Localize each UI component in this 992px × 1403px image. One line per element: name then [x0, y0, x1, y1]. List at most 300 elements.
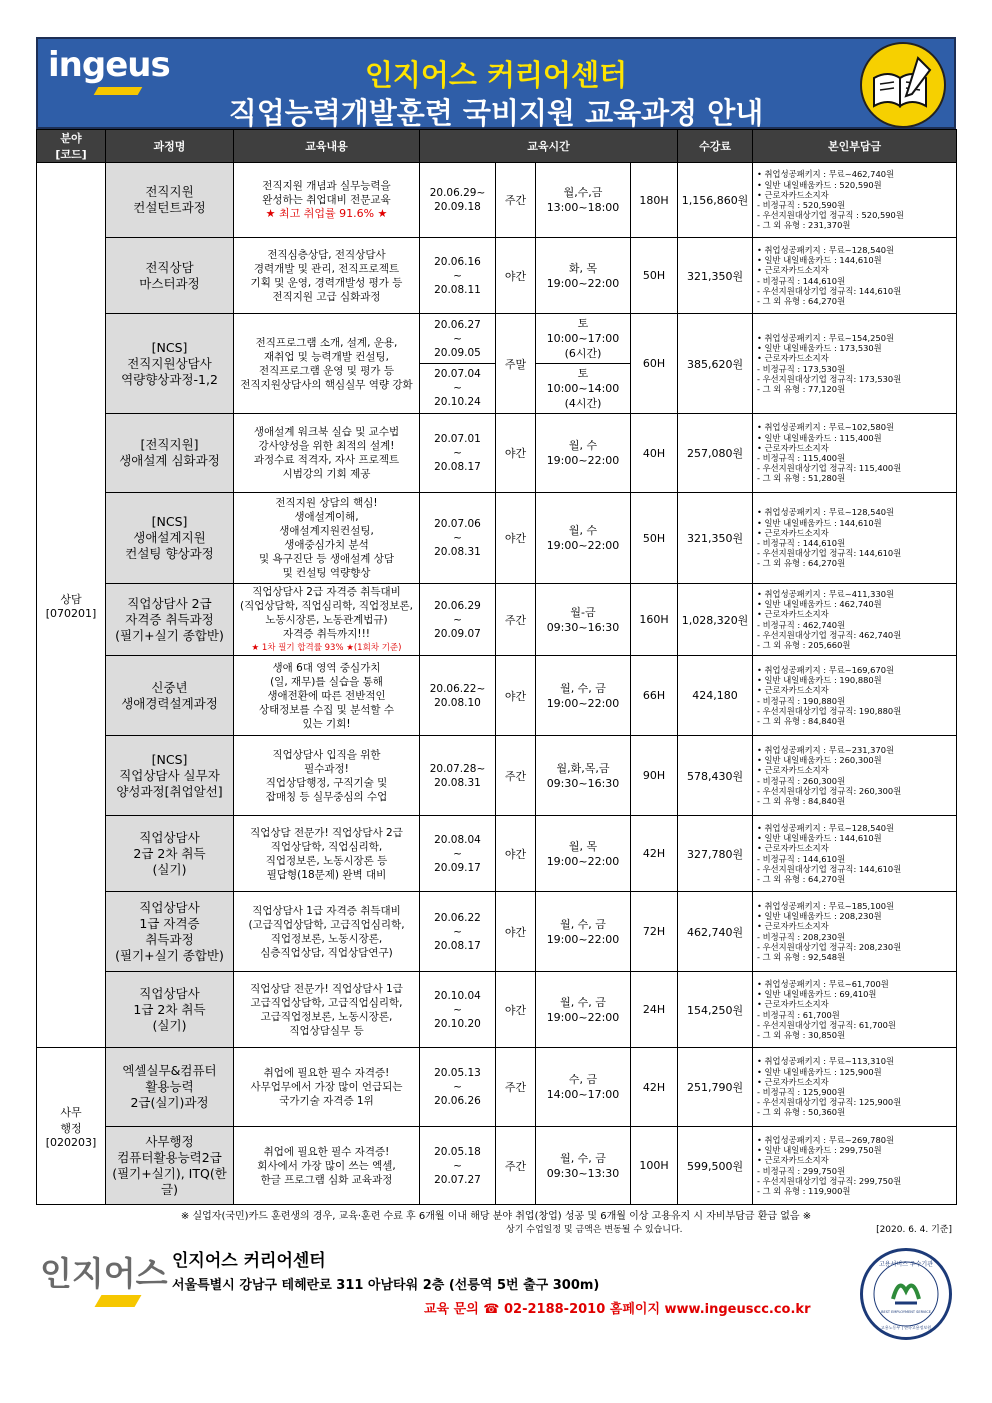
- text-line: 20.08.17: [434, 461, 481, 473]
- text-line: • 일반 내일배움카드 : 299,750원: [757, 1145, 882, 1156]
- category-name-2: 행정: [60, 1121, 82, 1135]
- text-line: • 일반 내일배움카드 : 462,740원: [757, 599, 882, 610]
- course-name: [106, 972, 234, 1048]
- text-line: • 취업성공패키지 : 무료~128,540원: [757, 507, 895, 518]
- text-line: - 그 외 유형 : 84,840원: [757, 715, 846, 726]
- category-name: 상담: [60, 592, 82, 606]
- text-line: 생애설계지원: [133, 530, 206, 545]
- course-row: [37, 656, 957, 736]
- text-line: 컴퓨터활용능력2급: [117, 1149, 222, 1165]
- text-line: 직업상담사 2급 자격증 취득대비: [252, 585, 401, 598]
- text-line: ~: [453, 1081, 462, 1093]
- text-line: • 근로자카드소지자: [757, 189, 829, 200]
- text-line: - 그 외 유형 : 64,270원: [757, 295, 846, 306]
- shift: 야간: [496, 493, 536, 584]
- text-line: 19:00~22:00: [546, 854, 620, 868]
- course-content: [234, 892, 420, 972]
- header-fee: 수강료: [678, 130, 753, 163]
- text-line: - 우선지원대상기업 정규직: 260,300원: [757, 785, 902, 796]
- text-line: ~: [453, 447, 462, 459]
- text-line: 노동시장론, 노동관계법규): [265, 613, 388, 626]
- course-name: [106, 238, 234, 314]
- text-line: ~: [453, 532, 462, 544]
- text-line: 전직프로그램 운영 및 평가 등: [258, 364, 395, 377]
- banner: [36, 37, 956, 129]
- course-name: [106, 1048, 234, 1127]
- course-days: [536, 892, 631, 972]
- text-line: • 취업성공패키지 : 무료~154,250원: [757, 332, 895, 343]
- days-session-1: [536, 314, 630, 364]
- shift: 주간: [496, 584, 536, 656]
- course-dates: [420, 816, 496, 892]
- text-line: • 취업성공패키지 : 무료~128,540원: [757, 822, 895, 833]
- text-line: 20.08.10: [434, 696, 481, 709]
- text-line: • 취업성공패키지 : 무료~462,740원: [757, 169, 895, 180]
- text-line: - 우선지원대상기업 정규직: 125,900원: [757, 1097, 902, 1108]
- text-line: 및 욕구진단 등 생애설계 상담: [258, 553, 395, 565]
- text-line: - 우선지원대상기업 정규직 : 520,590원: [757, 210, 904, 221]
- text-line: - 그 외 유형 : 51,280원: [757, 473, 846, 484]
- course-content: [234, 493, 420, 584]
- text-line: - 비정규직 : 190,880원: [757, 695, 846, 706]
- text-line: - 비정규직 : 115,400원: [757, 453, 846, 463]
- copay-list: [753, 972, 957, 1048]
- text-line: 20.06.16: [434, 255, 481, 268]
- text-line: 20.10.04: [434, 989, 481, 1002]
- category-name: 사무: [60, 1105, 82, 1119]
- text-line: • 취업성공패키지 : 무료~61,700원: [757, 978, 889, 989]
- course-fee: 599,500원: [678, 1127, 753, 1205]
- copay-list: [753, 238, 957, 314]
- text-line: 생애설계 워크북 실습 및 교수법: [253, 426, 400, 438]
- course-dates: [420, 163, 496, 238]
- text-line: 19:00~22:00: [546, 539, 620, 552]
- copay-list: [753, 1127, 957, 1205]
- course-content: [234, 816, 420, 892]
- text-line: 필답형(18문제) 완벽 대비: [266, 868, 387, 881]
- course-days: [536, 414, 631, 493]
- text-line: • 근로자카드소지자: [757, 265, 829, 276]
- course-dates: [420, 493, 496, 584]
- text-line: 직업상담사 입직을 위한: [272, 748, 381, 761]
- text-line: 20.08.04: [434, 833, 481, 846]
- text-line: - 우선지원대상기업 정규직: 144,610원: [757, 548, 902, 559]
- text-line: [NCS]: [151, 514, 188, 529]
- copay-list: [753, 736, 957, 816]
- course-dates: [420, 1048, 496, 1127]
- text-line: - 그 외 유형 : 119,900원: [757, 1185, 851, 1196]
- text-line: • 근로자카드소지자: [757, 999, 829, 1010]
- text-line: - 그 외 유형 : 92,548원: [757, 951, 846, 962]
- text-line: - 비정규직 : 173,530원: [757, 363, 846, 374]
- text-line: - 우선지원대상기업 정규직: 115,400원: [757, 463, 902, 474]
- text-line: 19:00~22:00: [546, 932, 620, 946]
- seal-bottom-text: 고용노동부 | 한국고용정보원: [880, 1325, 932, 1330]
- header-course: 과정명: [106, 130, 234, 163]
- text-line: 수, 금: [568, 1073, 598, 1086]
- text-line: - 우선지원대상기업 정규직: 190,880원: [757, 705, 902, 716]
- text-line: • 근로자카드소지자: [757, 685, 829, 696]
- text-line: 재취업 및 능력개발 컨설팅,: [264, 350, 389, 363]
- text-line: 20.09.17: [434, 861, 481, 874]
- text-line: 자격증 취득까지!!!: [283, 627, 370, 640]
- course-dates: [420, 414, 496, 493]
- copay-list: [753, 493, 957, 584]
- text-line: 취업에 필요한 필수 자격증!: [263, 1145, 390, 1158]
- course-days: [536, 238, 631, 314]
- text-line: • 취업성공패키지 : 무료~411,330원: [757, 588, 895, 599]
- text-line: 경력개발 및 관리, 전직프로젝트: [253, 262, 400, 275]
- text-line: (일, 재무)를 실습을 통해: [270, 675, 383, 688]
- dates-session-2: [420, 364, 495, 412]
- text-line: (실기): [152, 1017, 187, 1033]
- text-line: (6시간): [564, 347, 602, 360]
- text-line: • 일반 내일배움카드 : 115,400원: [757, 432, 882, 443]
- text-line: - 그 외 유형 : 64,270원: [757, 873, 846, 884]
- highlight-text: ★ 최고 취업률 91.6% ★: [265, 207, 388, 220]
- title-line2: 직업능력개발훈련 국비지원 교육과정 안내: [228, 96, 764, 130]
- course-dates: [420, 972, 496, 1048]
- days-session-2: [536, 364, 630, 413]
- text-line: 잡매칭 등 실무중심의 수업: [265, 790, 388, 803]
- text-line: - 우선지원대상기업 정규직: 173,530원: [757, 373, 902, 384]
- category-cell: [37, 1048, 106, 1205]
- text-line: 월, 수, 금: [560, 995, 606, 1009]
- text-line: ~: [453, 333, 462, 345]
- course-days: [536, 656, 631, 736]
- text-line: 20.09.18: [434, 201, 481, 213]
- header-time: 교육시간: [420, 130, 678, 163]
- course-name: [106, 736, 234, 816]
- text-line: - 우선지원대상기업 정규직: 61,700원: [757, 1019, 896, 1030]
- text-line: - 비정규직 : 462,740원: [757, 619, 846, 630]
- course-row: [37, 736, 957, 816]
- text-line: 취업에 필요한 필수 자격증!: [263, 1067, 390, 1079]
- text-line: 20.09.05: [434, 347, 481, 359]
- text-line: 직업정보론, 노동시장론,: [270, 932, 383, 945]
- course-dates: [420, 892, 496, 972]
- text-line: 컨설턴트과정: [133, 200, 206, 215]
- text-line: • 취업성공패키지 : 무료~128,540원: [757, 244, 895, 255]
- text-line: 전직심층상담, 전직상담사: [267, 248, 386, 261]
- text-line: 전직지원 상담의 핵심!: [275, 497, 378, 509]
- course-row: [37, 493, 957, 584]
- text-line: 취득과정: [145, 931, 194, 947]
- text-line: 화, 목: [568, 261, 598, 275]
- shift: 야간: [496, 414, 536, 493]
- text-line: 직업상담사: [139, 985, 200, 1001]
- shift: 주말: [496, 314, 536, 414]
- text-line: 20.07.28~: [429, 762, 486, 775]
- course-days: [536, 163, 631, 238]
- text-line: ~: [453, 269, 462, 282]
- text-line: - 우선지원대상기업 정규직: 299,750원: [757, 1175, 902, 1186]
- text-line: 20.10.24: [434, 396, 481, 408]
- course-content: [234, 314, 420, 414]
- company-info: [36, 1240, 956, 1370]
- company-address: 서울특별시 강남구 테헤란로 311 아남타워 2층 (선릉역 5번 출구 300m): [172, 1278, 600, 1293]
- shift: 주간: [496, 736, 536, 816]
- table-header-row: [37, 130, 957, 163]
- course-content: [234, 163, 420, 238]
- reference-date: [2020. 6. 4. 기준]: [876, 1225, 952, 1235]
- text-line: 양성과정[취업알선]: [116, 783, 223, 799]
- category-code: [020203]: [45, 1135, 97, 1149]
- text-line: 신중년: [151, 679, 188, 695]
- text-line: 20.08.31: [434, 546, 481, 558]
- best-employment-seal-icon: [860, 1248, 952, 1340]
- course-days: [536, 736, 631, 816]
- text-line: • 근로자카드소지자: [757, 1076, 829, 1087]
- company-logo-tag-icon: [95, 1295, 142, 1307]
- company-logo-text: 인지어스: [40, 1254, 168, 1293]
- text-line: 10:00~14:00: [546, 382, 620, 395]
- text-line: 한글 프로그램 심화 교육과정: [260, 1173, 393, 1186]
- course-dates: [420, 1127, 496, 1205]
- text-line: 20.05.13: [434, 1067, 481, 1079]
- text-line: • 취업성공패키지 : 무료~269,780원: [757, 1134, 895, 1145]
- course-content: [234, 736, 420, 816]
- text-line: 월-금: [570, 605, 596, 619]
- seal-top-text: 고용서비스 우수기관: [878, 1261, 934, 1268]
- text-line: 필수과정!: [304, 762, 349, 775]
- company-name: 인지어스 커리어센터: [172, 1251, 326, 1271]
- text-line: 전직지원 개념과 실무능력을: [262, 180, 391, 192]
- course-days: [536, 493, 631, 584]
- text-line: 고급직업정보론, 노동시장론,: [260, 1010, 393, 1023]
- course-name: [106, 584, 234, 656]
- text-line: 20.09.07: [434, 627, 481, 640]
- text-line: ~: [453, 1003, 462, 1016]
- category-cell: [37, 163, 106, 1048]
- text-line: 2급(실기)과정: [130, 1095, 209, 1110]
- course-fee: 321,350원: [678, 493, 753, 584]
- course-fee: 257,080원: [678, 414, 753, 493]
- text-line: (필기+실기 종합반): [115, 947, 224, 963]
- text-line: • 근로자카드소지자: [757, 442, 829, 453]
- text-line: • 일반 내일배움카드 : 208,230원: [757, 911, 882, 922]
- course-fee: 462,740원: [678, 892, 753, 972]
- text-line: 월, 목: [568, 839, 598, 853]
- text-line: 1급 자격증: [139, 915, 200, 931]
- text-line: - 비정규직 : 144,610원: [757, 538, 846, 548]
- text-line: 컨설팅 향상과정: [125, 546, 214, 561]
- course-name: [106, 1127, 234, 1205]
- text-line: 생애전환에 따른 전반적인: [267, 689, 386, 702]
- text-line: 직업상담사: [139, 899, 200, 915]
- course-row: [37, 163, 957, 238]
- text-line: 토: [577, 367, 589, 380]
- text-line: - 우선지원대상기업 정규직: 462,740원: [757, 629, 902, 640]
- text-line: - 비정규직 : 125,900원: [757, 1087, 846, 1097]
- course-fee: 424,180: [678, 656, 753, 736]
- course-content: [234, 584, 420, 656]
- course-hours: 42H: [631, 816, 678, 892]
- text-line: 강사양성을 위한 최적의 설계!: [258, 440, 395, 452]
- text-line: • 일반 내일배움카드 : 125,900원: [757, 1066, 882, 1077]
- text-line: 생애설계지원컨설팅,: [279, 525, 374, 537]
- title-line1: 인지어스 커리어센터: [364, 58, 628, 92]
- course-table: [36, 129, 957, 1205]
- course-fee: 385,620원: [678, 314, 753, 414]
- text-line: 20.07.06: [434, 518, 481, 530]
- course-hours: 50H: [631, 238, 678, 314]
- text-line: - 우선지원대상기업 정규직: 144,610원: [757, 863, 902, 874]
- text-line: 20.08.31: [434, 776, 481, 789]
- text-line: (필기+실기 종합반): [115, 627, 224, 643]
- book-pencil-icon: [860, 42, 946, 128]
- text-line: 월,화,목,금: [556, 761, 610, 775]
- shift: 주간: [496, 163, 536, 238]
- text-line: ~: [453, 925, 462, 938]
- course-hours: 50H: [631, 493, 678, 584]
- copay-list: [753, 656, 957, 736]
- text-line: 20.06.26: [434, 1095, 481, 1107]
- shift: 야간: [496, 656, 536, 736]
- course-days: [536, 1127, 631, 1205]
- text-line: 생애설계이해,: [294, 511, 359, 523]
- course-hours: 160H: [631, 584, 678, 656]
- text-line: - 그 외 유형 : 64,270원: [757, 558, 846, 569]
- course-dates: [420, 314, 496, 414]
- text-line: - 우선지원대상기업 정규직: 208,230원: [757, 941, 902, 952]
- course-content: [234, 656, 420, 736]
- text-line: 마스터과정: [139, 275, 200, 291]
- text-line: 직업상담사 1급 자격증 취득대비: [252, 904, 401, 917]
- text-line: - 그 외 유형 : 84,840원: [757, 795, 846, 806]
- text-line: 전직지원: [145, 184, 194, 199]
- header-copay: 본인부담금: [753, 130, 957, 163]
- text-line: 상태정보를 수집 및 분석할 수: [258, 703, 395, 716]
- footnote: ※ 실업자(국민)카드 훈련생의 경우, 교육·훈련 수료 후 6개월 이내 해당 분야 취업(창업) 성공 및 6개월 이상 고용유지 시 자비부담금 환급 없음 ※: [180, 1211, 812, 1222]
- text-line: 전직지원 고급 심화과정: [272, 290, 381, 303]
- text-line: ~: [453, 382, 462, 394]
- course-content: [234, 238, 420, 314]
- text-line: 회사에서 가장 많이 쓰는 엑셀,: [257, 1159, 396, 1172]
- text-line: [NCS]: [151, 339, 188, 355]
- text-line: 월, 수: [568, 439, 598, 452]
- course-content: [234, 972, 420, 1048]
- text-line: 20.07.27: [434, 1173, 481, 1186]
- course-fee: 1,156,860원: [678, 163, 753, 238]
- text-line: - 우선지원대상기업 정규직: 144,610원: [757, 285, 902, 296]
- text-line: 과정수료 적격자, 자사 프로젝트: [253, 454, 400, 466]
- course-name: [106, 493, 234, 584]
- shift: 주간: [496, 1048, 536, 1127]
- copay-list: [753, 314, 957, 414]
- text-line: 직업상담 전문가! 직업상담사 1급: [250, 982, 403, 995]
- text-line: 전직지원상담사의 핵심실무 역량 강화: [240, 378, 413, 391]
- text-line: • 근로자카드소지자: [757, 1155, 829, 1166]
- course-dates: [420, 736, 496, 816]
- course-name: [106, 314, 234, 414]
- course-row: [37, 892, 957, 972]
- course-name: [106, 163, 234, 238]
- logo-text: ingeus: [48, 45, 170, 85]
- course-hours: 40H: [631, 414, 678, 493]
- highlight-text: ★ 1차 필기 합격률 93% ★(1회차 기준): [251, 642, 402, 653]
- text-line: • 근로자카드소지자: [757, 765, 829, 776]
- text-line: 생애중심가치 분석: [284, 539, 369, 551]
- text-line: 월, 수: [568, 524, 598, 537]
- course-hours: 60H: [631, 314, 678, 414]
- text-line: • 근로자카드소지자: [757, 527, 829, 538]
- text-line: (4시간): [564, 397, 602, 410]
- course-fee: 578,430원: [678, 736, 753, 816]
- text-line: • 취업성공패키지 : 무료~231,370원: [757, 744, 895, 755]
- text-line: - 그 외 유형 : 30,850원: [757, 1029, 846, 1040]
- copay-list: [753, 584, 957, 656]
- text-line: • 근로자카드소지자: [757, 921, 829, 932]
- text-line: [NCS]: [151, 751, 188, 767]
- dates-session-1: [420, 315, 495, 364]
- text-line: • 일반 내일배움카드 : 144,610원: [757, 255, 882, 266]
- text-line: (직업상담학, 직업심리학, 직업정보론,: [240, 599, 413, 612]
- text-line: • 근로자카드소지자: [757, 843, 829, 854]
- text-line: 19:00~22:00: [546, 454, 620, 467]
- text-line: • 근로자카드소지자: [757, 353, 829, 364]
- course-content: [234, 1048, 420, 1127]
- course-name: [106, 816, 234, 892]
- course-row: [37, 314, 957, 414]
- text-line: - 비정규직 : 144,610원: [757, 275, 846, 286]
- text-line: • 일반 내일배움카드 : 144,610원: [757, 833, 882, 844]
- text-line: 월, 수, 금: [560, 681, 606, 695]
- text-line: 월, 수, 금: [560, 917, 606, 931]
- text-line: • 취업성공패키지 : 무료~169,670원: [757, 664, 895, 675]
- text-line: 전직상담: [145, 259, 194, 275]
- course-dates: [420, 238, 496, 314]
- text-line: 사무행정: [145, 1133, 194, 1149]
- text-line: 토: [577, 317, 589, 330]
- text-line: 14:00~17:00: [546, 1088, 620, 1101]
- course-content: [234, 414, 420, 493]
- text-line: - 그 외 유형 : 77,120원: [757, 383, 846, 394]
- shift: 야간: [496, 816, 536, 892]
- course-row: [37, 584, 957, 656]
- course-fee: 1,028,320원: [678, 584, 753, 656]
- footnote-2: [36, 1222, 956, 1236]
- text-line: 전직프로그램 소개, 설계, 운용,: [255, 336, 398, 349]
- copay-list: [753, 892, 957, 972]
- text-line: 자격증 취득과정: [125, 611, 214, 627]
- text-line: 20.06.22: [434, 911, 481, 924]
- text-line: 09:30~13:30: [546, 1166, 620, 1180]
- text-line: 20.06.29: [434, 599, 481, 612]
- text-line: 20.06.22~: [429, 682, 486, 695]
- text-line: (실기): [152, 861, 187, 877]
- text-line: 09:30~16:30: [546, 620, 620, 634]
- course-fee: 251,790원: [678, 1048, 753, 1127]
- text-line: 1급 2차 취득: [133, 1001, 206, 1017]
- text-line: 직업정보론, 노동시장론 등: [265, 854, 388, 867]
- course-days: [536, 1048, 631, 1127]
- text-line: (필기+실기), ITQ(한글): [112, 1165, 227, 1197]
- text-line: 엑셀실무&컴퓨터: [122, 1063, 217, 1078]
- course-row: [37, 1127, 957, 1205]
- text-line: (고급직업상담학, 고급직업심리학,: [248, 918, 405, 931]
- text-line: 직업상담사 실무자: [119, 767, 220, 783]
- text-line: ~: [453, 613, 462, 626]
- text-line: 20.06.27: [434, 319, 481, 331]
- schedule-notice: 상기 수업일정 및 금액은 변동될 수 있습니다.: [506, 1225, 683, 1235]
- course-content: [234, 1127, 420, 1205]
- course-dates: [420, 656, 496, 736]
- text-line: • 일반 내일배움카드 : 190,880원: [757, 675, 882, 686]
- text-line: 있는 기회!: [302, 717, 351, 730]
- text-line: 20.08.11: [434, 283, 481, 296]
- course-hours: 42H: [631, 1048, 678, 1127]
